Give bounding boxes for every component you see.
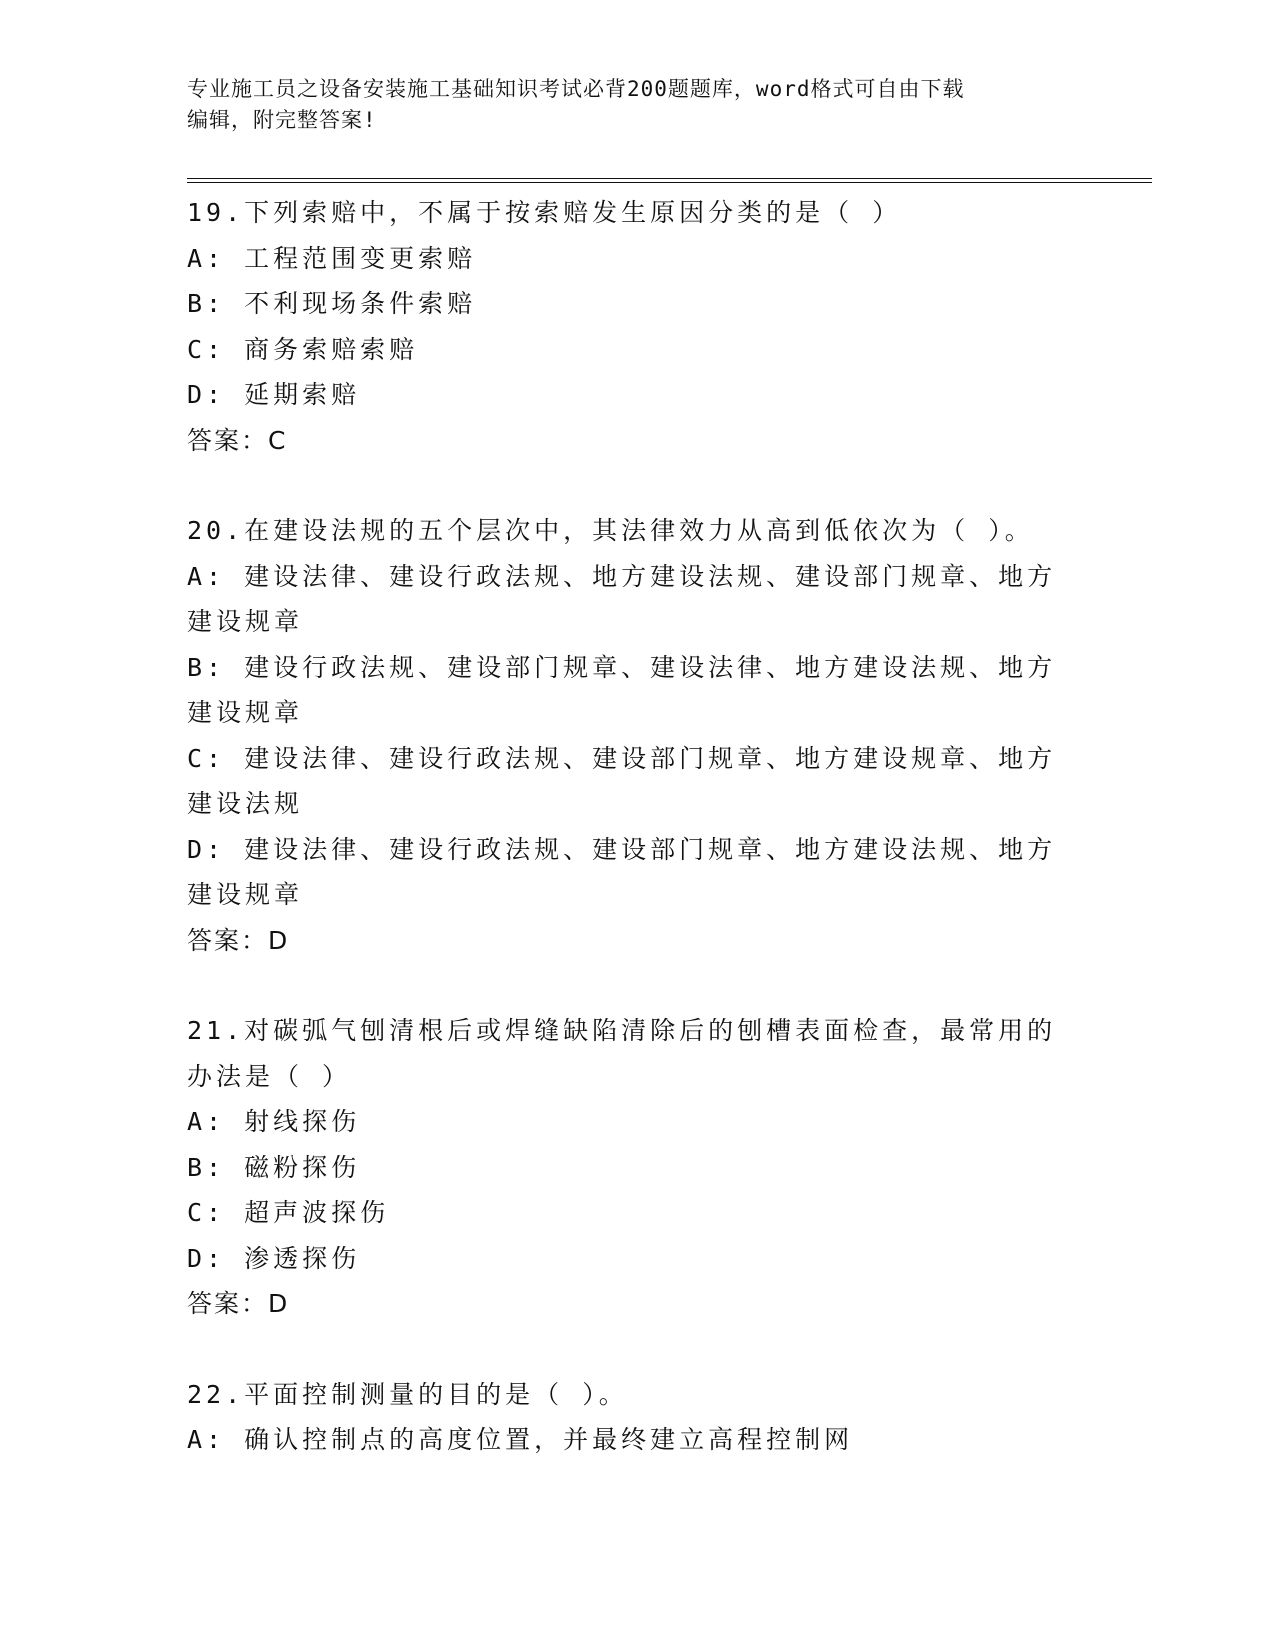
option-b: B: 磁粉探伤: [187, 1152, 361, 1182]
option-d: D: 渗透探伤: [187, 1243, 361, 1273]
question-spacer: [187, 963, 1067, 1008]
option-a: A: 射线探伤: [187, 1107, 361, 1136]
answer-line: 答案：D: [187, 925, 290, 955]
option-a: A: 工程范围变更索赔: [187, 243, 477, 273]
option-d: D: 延期索赔: [187, 380, 361, 409]
option-c: C: 建设法律、建设行政法规、建设部门规章、地方建设规章、地方建设法规: [187, 743, 1057, 818]
question-stem: 19.下列索赔中，不属于按索赔发生原因分类的是（ ）: [187, 198, 902, 227]
option-a: A: 确认控制点的高度位置，并最终建立高程控制网: [187, 1425, 854, 1454]
header-title-line1: 专业施工员之设备安装施工基础知识考试必背200题题库，word格式可自由下载: [187, 77, 965, 101]
option-d: D: 建设法律、建设行政法规、建设部门规章、地方建设法规、地方建设规章: [187, 834, 1057, 909]
question-stem: 20.在建设法规的五个层次中，其法律效力从高到低依次为（ ）。: [187, 516, 1034, 545]
document-header: [187, 74, 1067, 136]
question-22: [187, 1372, 1067, 1463]
question-spacer: [187, 463, 1067, 508]
answer-line: 答案：D: [187, 1289, 290, 1318]
option-a: A: 建设法律、建设行政法规、地方建设法规、建设部门规章、地方建设规章: [187, 561, 1057, 636]
option-c: C: 超声波探伤: [187, 1198, 390, 1227]
question-19: [187, 190, 1067, 463]
question-20: [187, 508, 1067, 963]
question-spacer: [187, 1327, 1067, 1372]
header-title-line2: 编辑，附完整答案!: [187, 108, 377, 132]
option-c: C: 商务索赔索赔: [187, 334, 419, 364]
question-stem: 22.平面控制测量的目的是（ ）。: [187, 1379, 628, 1409]
question-21: [187, 1008, 1067, 1327]
option-b: B: 建设行政法规、建设部门规章、建设法律、地方建设法规、地方建设规章: [187, 652, 1057, 727]
question-list: [187, 190, 1067, 1463]
question-stem: 21.对碳弧气刨清根后或焊缝缺陷清除后的刨槽表面检查，最常用的办法是（ ）: [187, 1016, 1057, 1091]
option-b: B: 不利现场条件索赔: [187, 289, 477, 318]
answer-line: 答案：C: [187, 425, 288, 455]
header-divider-bottom: [187, 182, 1152, 183]
header-divider-top: [187, 178, 1152, 179]
